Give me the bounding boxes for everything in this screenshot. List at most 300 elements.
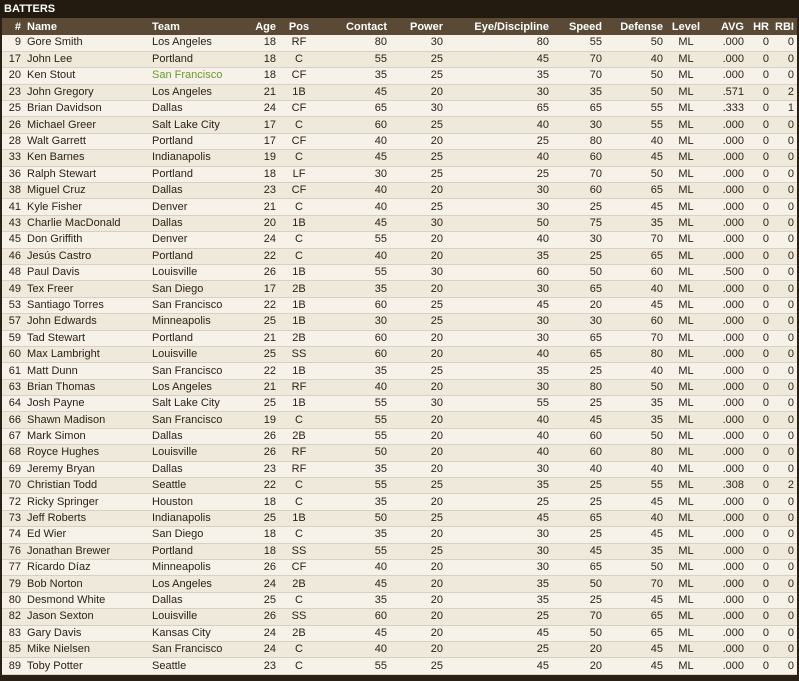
table-row[interactable] <box>2 461 797 477</box>
table-row[interactable] <box>2 641 797 657</box>
cell-rbi: 0 <box>772 428 797 444</box>
table-row[interactable] <box>2 150 797 166</box>
col-header-pos[interactable]: Pos <box>288 20 310 33</box>
cell-avg: .333 <box>706 101 747 117</box>
cell-speed: 80 <box>552 133 605 149</box>
col-header-rbi[interactable]: RBI <box>775 20 794 33</box>
cell-level: ML <box>666 248 706 264</box>
cell-defense: 35 <box>605 396 666 412</box>
cell-defense: 55 <box>605 478 666 494</box>
cell-rbi: 0 <box>772 281 797 297</box>
cell-name[interactable]: John Edwards <box>24 314 149 330</box>
table-row[interactable] <box>2 609 797 625</box>
cell-level: ML <box>666 51 706 67</box>
cell-name[interactable]: Josh Payne <box>24 396 149 412</box>
table-row[interactable] <box>2 199 797 215</box>
table-row[interactable] <box>2 232 797 248</box>
cell-power: 20 <box>390 576 446 592</box>
cell-age: 24 <box>241 576 279 592</box>
cell-name[interactable]: Jason Sexton <box>24 609 149 625</box>
cell-avg: .000 <box>706 232 747 248</box>
cell-contact: 35 <box>319 592 390 608</box>
cell-defense: 35 <box>605 215 666 231</box>
cell-level: ML <box>666 183 706 199</box>
cell-speed: 50 <box>552 625 605 641</box>
cell-age: 18 <box>241 166 279 182</box>
col-header-power[interactable]: Power <box>409 20 443 33</box>
cell-name[interactable]: Kyle Fisher <box>24 199 149 215</box>
cell-defense: 50 <box>605 379 666 395</box>
cell-num: 69 <box>2 461 24 477</box>
cell-team: San Diego <box>149 281 241 297</box>
cell-hr: 0 <box>747 215 772 231</box>
cell-num: 17 <box>2 51 24 67</box>
cell-team: San Francisco <box>149 412 241 428</box>
table-row[interactable] <box>2 215 797 231</box>
cell-pos: CF <box>279 68 319 84</box>
cell-avg: .000 <box>706 183 747 199</box>
cell-defense: 50 <box>605 84 666 100</box>
cell-team: Dallas <box>149 183 241 199</box>
cell-age: 23 <box>241 461 279 477</box>
cell-rbi: 2 <box>772 478 797 494</box>
table-row[interactable] <box>2 166 797 182</box>
cell-speed: 70 <box>552 166 605 182</box>
cell-name[interactable]: Bob Norton <box>24 576 149 592</box>
cell-num: 73 <box>2 510 24 526</box>
cell-rbi: 0 <box>772 543 797 559</box>
cell-hr: 0 <box>747 330 772 346</box>
cell-team: Louisville <box>149 609 241 625</box>
cell-speed: 30 <box>552 314 605 330</box>
cell-age: 25 <box>241 346 279 362</box>
table-row[interactable] <box>2 297 797 313</box>
table-row[interactable] <box>2 314 797 330</box>
col-header-hr[interactable]: HR <box>753 20 769 33</box>
table-row[interactable] <box>2 494 797 510</box>
cell-pos: RF <box>279 461 319 477</box>
cell-rbi: 0 <box>772 35 797 51</box>
cell-rbi: 0 <box>772 346 797 362</box>
cell-level: ML <box>666 396 706 412</box>
cell-level: ML <box>666 117 706 133</box>
cell-defense: 45 <box>605 494 666 510</box>
cell-team: Los Angeles <box>149 84 241 100</box>
cell-contact: 50 <box>319 445 390 461</box>
cell-defense: 50 <box>605 35 666 51</box>
cell-avg: .000 <box>706 150 747 166</box>
table-row[interactable] <box>2 183 797 199</box>
cell-hr: 0 <box>747 478 772 494</box>
table-row[interactable] <box>2 543 797 559</box>
cell-hr: 0 <box>747 543 772 559</box>
cell-num: 68 <box>2 445 24 461</box>
cell-contact: 35 <box>319 527 390 543</box>
cell-name[interactable]: Santiago Torres <box>24 297 149 313</box>
cell-eye: 40 <box>446 346 552 362</box>
cell-power: 20 <box>390 412 446 428</box>
cell-avg: .000 <box>706 560 747 576</box>
cell-age: 24 <box>241 625 279 641</box>
table-row[interactable] <box>2 248 797 264</box>
table-row[interactable] <box>2 560 797 576</box>
cell-eye: 60 <box>446 264 552 280</box>
cell-rbi: 0 <box>772 232 797 248</box>
table-row[interactable] <box>2 527 797 543</box>
table-row[interactable] <box>2 478 797 494</box>
cell-hr: 0 <box>747 576 772 592</box>
table-row[interactable] <box>2 445 797 461</box>
cell-avg: .000 <box>706 117 747 133</box>
cell-name[interactable]: Miguel Cruz <box>24 183 149 199</box>
cell-eye: 25 <box>446 494 552 510</box>
cell-team: San Francisco <box>149 297 241 313</box>
cell-name[interactable]: Desmond White <box>24 592 149 608</box>
cell-hr: 0 <box>747 641 772 657</box>
cell-eye: 45 <box>446 658 552 674</box>
cell-age: 18 <box>241 543 279 559</box>
cell-avg: .000 <box>706 658 747 674</box>
cell-avg: .000 <box>706 445 747 461</box>
cell-hr: 0 <box>747 609 772 625</box>
cell-name[interactable]: Ricky Springer <box>24 494 149 510</box>
table-row[interactable] <box>2 412 797 428</box>
cell-pos: 1B <box>279 84 319 100</box>
cell-num: 70 <box>2 478 24 494</box>
cell-speed: 25 <box>552 527 605 543</box>
cell-pos: C <box>279 412 319 428</box>
cell-pos: CF <box>279 183 319 199</box>
cell-team: Dallas <box>149 215 241 231</box>
table-row[interactable] <box>2 101 797 117</box>
panel-bottom-border <box>0 676 799 681</box>
cell-age: 24 <box>241 101 279 117</box>
cell-level: ML <box>666 330 706 346</box>
cell-num: 80 <box>2 592 24 608</box>
cell-eye: 30 <box>446 461 552 477</box>
cell-num: 33 <box>2 150 24 166</box>
cell-age: 26 <box>241 264 279 280</box>
col-header-name[interactable]: Name <box>27 20 57 33</box>
cell-team: Dallas <box>149 101 241 117</box>
cell-contact: 55 <box>319 478 390 494</box>
cell-num: 82 <box>2 609 24 625</box>
cell-team: Dallas <box>149 428 241 444</box>
cell-pos: C <box>279 51 319 67</box>
cell-eye: 45 <box>446 51 552 67</box>
cell-name[interactable]: Don Griffith <box>24 232 149 248</box>
cell-pos: 1B <box>279 363 319 379</box>
cell-speed: 25 <box>552 592 605 608</box>
cell-power: 20 <box>390 527 446 543</box>
cell-speed: 30 <box>552 232 605 248</box>
cell-rbi: 2 <box>772 84 797 100</box>
table-row[interactable] <box>2 346 797 362</box>
cell-contact: 55 <box>319 658 390 674</box>
cell-name[interactable]: Ricardo Díaz <box>24 560 149 576</box>
table-row[interactable] <box>2 264 797 280</box>
cell-name[interactable]: Ken Barnes <box>24 150 149 166</box>
cell-level: ML <box>666 199 706 215</box>
cell-defense: 55 <box>605 117 666 133</box>
cell-level: ML <box>666 281 706 297</box>
cell-age: 24 <box>241 641 279 657</box>
cell-contact: 45 <box>319 625 390 641</box>
cell-num: 20 <box>2 68 24 84</box>
table-body <box>2 35 797 674</box>
cell-name[interactable]: Charlie MacDonald <box>24 215 149 231</box>
cell-team: Denver <box>149 199 241 215</box>
cell-hr: 0 <box>747 314 772 330</box>
cell-level: ML <box>666 576 706 592</box>
cell-defense: 65 <box>605 183 666 199</box>
cell-speed: 65 <box>552 330 605 346</box>
cell-name[interactable]: John Gregory <box>24 84 149 100</box>
cell-power: 25 <box>390 117 446 133</box>
cell-pos: 2B <box>279 625 319 641</box>
cell-defense: 50 <box>605 166 666 182</box>
cell-name[interactable]: Shawn Madison <box>24 412 149 428</box>
cell-level: ML <box>666 478 706 494</box>
cell-power: 25 <box>390 543 446 559</box>
cell-speed: 30 <box>552 117 605 133</box>
table-row[interactable] <box>2 510 797 526</box>
cell-name[interactable]: Brian Thomas <box>24 379 149 395</box>
cell-power: 20 <box>390 248 446 264</box>
cell-avg: .000 <box>706 346 747 362</box>
cell-pos: C <box>279 117 319 133</box>
cell-defense: 40 <box>605 363 666 379</box>
cell-contact: 45 <box>319 150 390 166</box>
cell-name[interactable]: Tex Freer <box>24 281 149 297</box>
cell-name[interactable]: Toby Potter <box>24 658 149 674</box>
cell-age: 21 <box>241 330 279 346</box>
cell-avg: .000 <box>706 510 747 526</box>
cell-name[interactable]: Jeremy Bryan <box>24 461 149 477</box>
cell-num: 83 <box>2 625 24 641</box>
cell-power: 30 <box>390 35 446 51</box>
cell-avg: .000 <box>706 543 747 559</box>
cell-speed: 25 <box>552 478 605 494</box>
cell-rbi: 0 <box>772 510 797 526</box>
cell-power: 25 <box>390 510 446 526</box>
col-header-speed[interactable]: Speed <box>568 20 602 33</box>
cell-level: ML <box>666 560 706 576</box>
cell-team: Portland <box>149 330 241 346</box>
cell-rbi: 0 <box>772 445 797 461</box>
cell-pos: 1B <box>279 297 319 313</box>
cell-name[interactable]: Gore Smith <box>24 35 149 51</box>
col-header-avg[interactable]: AVG <box>720 20 744 33</box>
cell-eye: 30 <box>446 199 552 215</box>
table-row[interactable] <box>2 625 797 641</box>
cell-contact: 55 <box>319 232 390 248</box>
cell-defense: 35 <box>605 543 666 559</box>
cell-speed: 25 <box>552 199 605 215</box>
cell-rbi: 0 <box>772 51 797 67</box>
table-row[interactable] <box>2 658 797 674</box>
cell-eye: 55 <box>446 396 552 412</box>
cell-eye: 35 <box>446 68 552 84</box>
cell-num: 53 <box>2 297 24 313</box>
cell-team: Denver <box>149 232 241 248</box>
table-row[interactable] <box>2 281 797 297</box>
cell-rbi: 0 <box>772 461 797 477</box>
cell-name[interactable]: Matt Dunn <box>24 363 149 379</box>
cell-pos: 2B <box>279 281 319 297</box>
cell-power: 20 <box>390 609 446 625</box>
cell-speed: 70 <box>552 51 605 67</box>
cell-name[interactable]: Ralph Stewart <box>24 166 149 182</box>
cell-eye: 25 <box>446 609 552 625</box>
cell-avg: .000 <box>706 576 747 592</box>
cell-rbi: 0 <box>772 150 797 166</box>
cell-speed: 70 <box>552 68 605 84</box>
cell-defense: 70 <box>605 232 666 248</box>
cell-power: 25 <box>390 297 446 313</box>
cell-power: 20 <box>390 494 446 510</box>
cell-power: 20 <box>390 346 446 362</box>
cell-defense: 70 <box>605 330 666 346</box>
cell-eye: 35 <box>446 478 552 494</box>
table-row[interactable] <box>2 428 797 444</box>
table-row[interactable] <box>2 330 797 346</box>
cell-contact: 55 <box>319 412 390 428</box>
cell-num: 57 <box>2 314 24 330</box>
cell-team: Los Angeles <box>149 576 241 592</box>
cell-name[interactable]: Max Lambright <box>24 346 149 362</box>
cell-name[interactable]: Jonathan Brewer <box>24 543 149 559</box>
col-header-contact[interactable]: Contact <box>346 20 387 33</box>
cell-speed: 60 <box>552 428 605 444</box>
cell-eye: 65 <box>446 101 552 117</box>
col-header-eye[interactable]: Eye/Discipline <box>474 20 549 33</box>
table-row[interactable] <box>2 84 797 100</box>
cell-name[interactable]: Royce Hughes <box>24 445 149 461</box>
cell-hr: 0 <box>747 101 772 117</box>
cell-rbi: 0 <box>772 330 797 346</box>
cell-num: 48 <box>2 264 24 280</box>
table-row[interactable] <box>2 576 797 592</box>
cell-num: 26 <box>2 117 24 133</box>
table-row[interactable] <box>2 396 797 412</box>
cell-pos: C <box>279 494 319 510</box>
cell-contact: 60 <box>319 330 390 346</box>
cell-avg: .000 <box>706 641 747 657</box>
cell-contact: 35 <box>319 461 390 477</box>
cell-speed: 25 <box>552 396 605 412</box>
cell-hr: 0 <box>747 428 772 444</box>
table-row[interactable] <box>2 379 797 395</box>
col-header-num[interactable]: # <box>14 20 21 33</box>
cell-speed: 80 <box>552 379 605 395</box>
cell-eye: 40 <box>446 412 552 428</box>
cell-power: 30 <box>390 215 446 231</box>
cell-contact: 60 <box>319 297 390 313</box>
col-header-team[interactable]: Team <box>152 20 180 33</box>
cell-power: 25 <box>390 150 446 166</box>
cell-speed: 45 <box>552 412 605 428</box>
cell-name[interactable]: Walt Garrett <box>24 133 149 149</box>
table-row[interactable] <box>2 68 797 84</box>
table-row[interactable] <box>2 117 797 133</box>
cell-name[interactable]: John Lee <box>24 51 149 67</box>
cell-name[interactable]: Gary Davis <box>24 625 149 641</box>
cell-eye: 35 <box>446 248 552 264</box>
cell-name[interactable]: Brian Davidson <box>24 101 149 117</box>
col-header-defense[interactable]: Defense <box>620 20 663 33</box>
cell-name[interactable]: Ed Wier <box>24 527 149 543</box>
cell-level: ML <box>666 215 706 231</box>
cell-age: 26 <box>241 445 279 461</box>
cell-power: 20 <box>390 445 446 461</box>
cell-pos: 1B <box>279 314 319 330</box>
cell-age: 19 <box>241 150 279 166</box>
cell-level: ML <box>666 379 706 395</box>
cell-pos: CF <box>279 560 319 576</box>
cell-age: 17 <box>241 117 279 133</box>
cell-power: 20 <box>390 281 446 297</box>
col-header-level[interactable]: Level <box>671 20 701 33</box>
table-row[interactable] <box>2 363 797 379</box>
cell-contact: 40 <box>319 641 390 657</box>
cell-name[interactable]: Jeff Roberts <box>24 510 149 526</box>
cell-team: Louisville <box>149 264 241 280</box>
cell-name[interactable]: Michael Greer <box>24 117 149 133</box>
cell-defense: 65 <box>605 248 666 264</box>
cell-level: ML <box>666 527 706 543</box>
table-row[interactable] <box>2 133 797 149</box>
cell-contact: 40 <box>319 183 390 199</box>
cell-pos: C <box>279 199 319 215</box>
cell-hr: 0 <box>747 51 772 67</box>
cell-hr: 0 <box>747 248 772 264</box>
cell-name[interactable]: Mark Simon <box>24 428 149 444</box>
cell-rbi: 0 <box>772 264 797 280</box>
cell-team: Seattle <box>149 658 241 674</box>
cell-avg: .000 <box>706 281 747 297</box>
cell-avg: .000 <box>706 133 747 149</box>
cell-name[interactable]: Jesús Castro <box>24 248 149 264</box>
cell-defense: 40 <box>605 133 666 149</box>
cell-name[interactable]: Paul Davis <box>24 264 149 280</box>
cell-eye: 30 <box>446 314 552 330</box>
cell-level: ML <box>666 166 706 182</box>
cell-level: ML <box>666 35 706 51</box>
cell-name[interactable]: Tad Stewart <box>24 330 149 346</box>
cell-team: Kansas City <box>149 625 241 641</box>
table-row[interactable] <box>2 51 797 67</box>
cell-defense: 65 <box>605 609 666 625</box>
header-row <box>2 18 797 35</box>
col-header-age[interactable]: Age <box>255 20 276 33</box>
cell-eye: 40 <box>446 117 552 133</box>
cell-rbi: 0 <box>772 363 797 379</box>
table-row[interactable] <box>2 592 797 608</box>
table-row[interactable] <box>2 35 797 51</box>
cell-level: ML <box>666 428 706 444</box>
cell-contact: 80 <box>319 35 390 51</box>
cell-name[interactable]: Mike Nielsen <box>24 641 149 657</box>
cell-num: 85 <box>2 641 24 657</box>
cell-name[interactable]: Christian Todd <box>24 478 149 494</box>
cell-eye: 35 <box>446 592 552 608</box>
cell-defense: 45 <box>605 658 666 674</box>
cell-level: ML <box>666 609 706 625</box>
cell-name[interactable]: Ken Stout <box>24 68 149 84</box>
cell-rbi: 1 <box>772 101 797 117</box>
cell-hr: 0 <box>747 658 772 674</box>
